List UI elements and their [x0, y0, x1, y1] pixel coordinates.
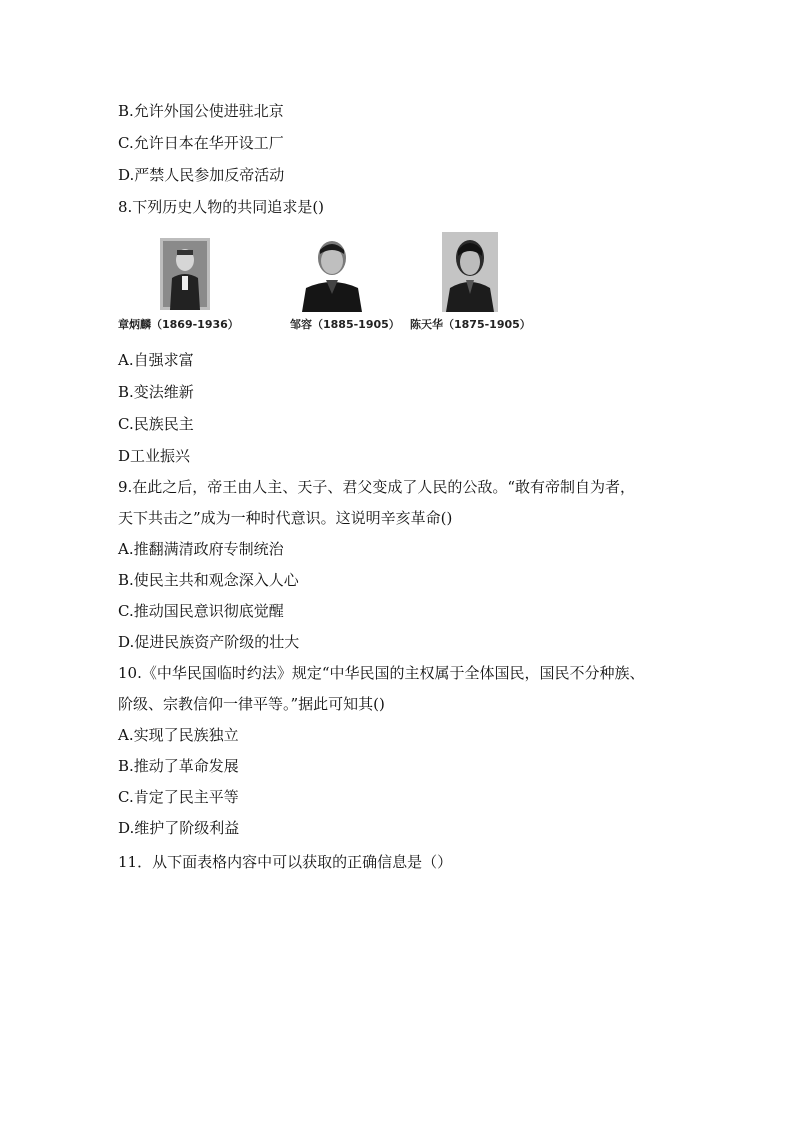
q10-stem-line-2: 阶级、宗教信仰一律平等。”据此可知其()	[118, 695, 385, 713]
q8-option-d: D工业振兴	[118, 447, 191, 465]
q10-option-d: D.维护了阶级利益	[118, 819, 240, 837]
q10-option-a: A.实现了民族独立	[118, 726, 239, 744]
q8-option-a: A.自强求富	[118, 351, 194, 369]
q9-stem-line-1: 9.在此之后，帝王由人主、天子、君父变成了人民的公敌。“敢有帝制自为者，	[118, 478, 635, 496]
photo-image	[296, 236, 368, 312]
q10-option-b: B.推动了革命发展	[118, 757, 239, 775]
q8-portraits	[118, 232, 564, 338]
photo-image	[160, 238, 210, 310]
q11-stem: 11．从下面表格内容中可以获取的正确信息是（）	[118, 853, 453, 871]
q8-option-b: B.变法维新	[118, 383, 194, 401]
q9-option-b: B.使民主共和观念深入人心	[118, 571, 299, 589]
q8-option-c: C.民族民主	[118, 415, 194, 433]
portrait-caption: 陈天华（1875-1905）	[410, 318, 531, 331]
portrait-caption: 邹容（1885-1905）	[290, 318, 400, 331]
photo-image	[442, 232, 498, 312]
q9-option-a: A.推翻满清政府专制统治	[118, 540, 284, 558]
q7-option-c: C.允许日本在华开设工厂	[118, 134, 284, 152]
q8-stem: 8.下列历史人物的共同追求是()	[118, 198, 325, 216]
q10-option-c: C.肯定了民主平等	[118, 788, 239, 806]
portrait-caption: 章炳麟（1869-1936）	[118, 318, 239, 331]
q9-option-d: D.促进民族资产阶级的壮大	[118, 633, 300, 651]
q7-option-d: D.严禁人民参加反帝活动	[118, 166, 285, 184]
q9-stem-line-2: 天下共击之”成为一种时代意识。这说明辛亥革命()	[118, 509, 453, 527]
q7-option-b: B.允许外国公使进驻北京	[118, 102, 284, 120]
q10-stem-line-1: 10.《中华民国临时约法》规定“中华民国的主权属于全体国民，国民不分种族、	[118, 664, 645, 682]
q9-option-c: C.推动国民意识彻底觉醒	[118, 602, 284, 620]
